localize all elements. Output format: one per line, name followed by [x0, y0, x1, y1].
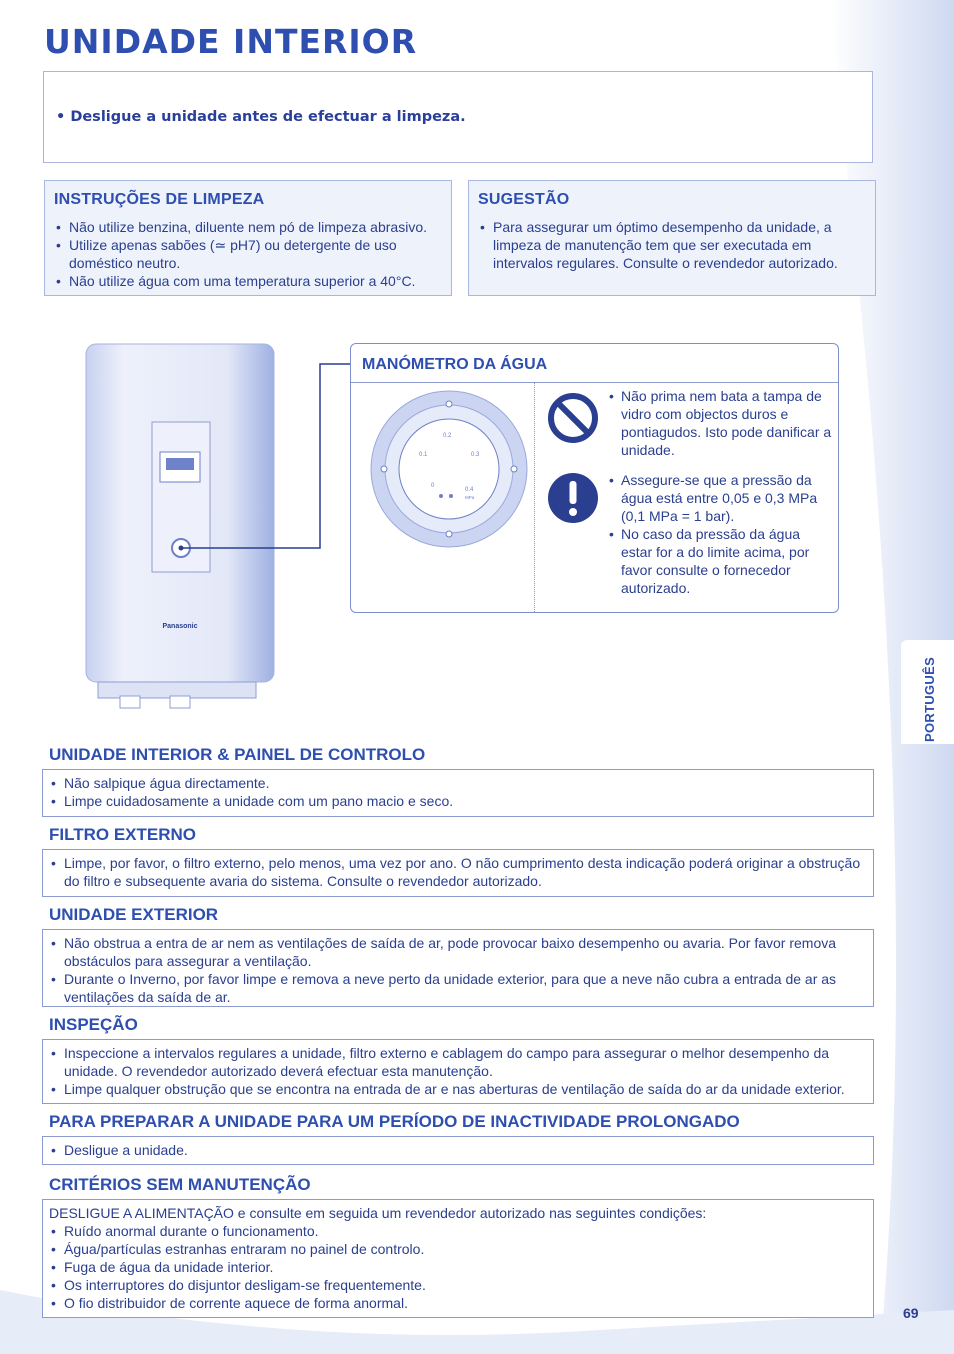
language-tab-label: PORTUGUÊS	[922, 656, 937, 742]
list-item: • O fio distribuidor de corrente aquece de forma anormal.	[49, 1294, 867, 1312]
list-item: • Água/partículas estranhas entraram no painel de controlo.	[49, 1240, 867, 1258]
section-title: FILTRO EXTERNO	[49, 825, 197, 844]
section-box	[42, 849, 874, 897]
section-title: INSPEÇÃO	[49, 1015, 138, 1034]
list-item: • Ruído anormal durante o funcionamento.	[49, 1222, 867, 1240]
section-intro: DESLIGUE A ALIMENTAÇÃO e consulte em seguida um revendedor autorizado nas seguintes condições:	[49, 1205, 707, 1221]
list-item: • Fuga de água da unidade interior.	[49, 1258, 867, 1276]
brand-label: Panasonic	[162, 623, 198, 630]
list-item: • Inspeccione a intervalos regulares a unidade, filtro externo e cablagem do campo para assegurar o melhor desempenho da unidade. O revendedor autorizado deverá efectuar esta manutenção.	[49, 1044, 867, 1080]
gauge-unit-label: MPa	[465, 495, 475, 500]
manometer-title: MANÓMETRO DA ÁGUA	[362, 356, 548, 373]
cleaning-instructions-panel	[44, 180, 452, 296]
gauge-tick-label: 0.2	[443, 433, 452, 439]
section-box	[42, 1199, 874, 1318]
suggestion-panel	[468, 180, 876, 296]
list-item: • Limpe qualquer obstrução que se encontra na entrada de ar e nas aberturas de ventilação de saída do ar da unidade exterior.	[49, 1080, 867, 1098]
gauge-tick-label: 0.4	[465, 487, 474, 493]
manometer-panel	[350, 343, 839, 613]
section-title: UNIDADE INTERIOR & PAINEL DE CONTROLO	[49, 745, 426, 764]
list-item: • Não utilize benzina, diluente nem pó de limpeza abrasivo.	[54, 218, 445, 236]
section-box	[42, 929, 874, 1007]
list-item: • Limpe, por favor, o filtro externo, pelo menos, uma vez por ano. O não cumprimento desta indicação poderá originar a obstrução do filtro e subsequente avaria do sistema. Consulte o revendedor autorizado.	[49, 854, 867, 890]
warning-text: • Desligue a unidade antes de efectuar a limpeza.	[56, 109, 466, 125]
gauge-tick-label: 0	[431, 483, 435, 489]
pressure-gauge-icon	[369, 389, 529, 549]
divider	[534, 382, 535, 612]
caution-icon	[547, 472, 599, 524]
cleaning-instructions-title: INSTRUÇÕES DE LIMPEZA	[54, 191, 265, 208]
list-item: • Limpe cuidadosamente a unidade com um pano macio e seco.	[49, 792, 867, 810]
language-tab	[901, 640, 954, 744]
list-item: • Desligue a unidade.	[49, 1141, 867, 1159]
list-item: • Não salpique água directamente.	[49, 774, 867, 792]
list-item: • Não prima nem bata a tampa de vidro com objectos duros e pontiagudos. Isto pode danificar a unidade.	[609, 387, 834, 459]
list-item: • Não obstrua a entra de ar nem as ventilações de saída de ar, pode provocar baixo desempenho ou avaria. Por favor remova obstáculos para assegurar a ventilação.	[49, 934, 867, 970]
list-item: • Utilize apenas sabões (≃ pH7) ou detergente de uso doméstico neutro.	[54, 236, 445, 272]
section-box	[42, 1039, 874, 1104]
page-title: UNIDADE INTERIOR	[44, 22, 418, 61]
list-item: • Não utilize água com uma temperatura superior a 40°C.	[54, 272, 445, 290]
warning-box	[43, 71, 873, 163]
section-title: UNIDADE EXTERIOR	[49, 905, 219, 924]
indoor-unit-illustration	[80, 340, 280, 712]
list-item: • Para assegurar um óptimo desempenho da unidade, a limpeza de manutenção tem que ser executada em intervalos regulares. Consulte o revendedor autorizado.	[478, 218, 869, 272]
list-item: • Assegure-se que a pressão da água está entre 0,05 e 0,3 MPa (0,1 MPa = 1 bar).	[609, 471, 834, 525]
section-title: CRITÉRIOS SEM MANUTENÇÃO	[49, 1175, 311, 1194]
section-box	[42, 1136, 874, 1165]
list-item: • Os interruptores do disjuntor desligam-se frequentemente.	[49, 1276, 867, 1294]
divider	[351, 382, 838, 383]
list-item: • No caso da pressão da água estar for a do limite acima, por favor consulte o fornecedor autorizado.	[609, 525, 834, 597]
gauge-tick-label: 0.1	[419, 452, 428, 458]
prohibited-icon	[547, 392, 599, 444]
suggestion-title: SUGESTÃO	[478, 191, 570, 208]
gauge-tick-label: 0.3	[471, 452, 480, 458]
section-title: PARA PREPARAR A UNIDADE PARA UM PERÍODO DE INACTIVIDADE PROLONGADO	[49, 1112, 740, 1131]
page-number: 69	[903, 1305, 919, 1321]
section-box	[42, 769, 874, 817]
list-item: • Durante o Inverno, por favor limpe e remova a neve perto da unidade exterior, para que a neve não cubra a entrada de ar as ventilações da saída de ar.	[49, 970, 867, 1006]
